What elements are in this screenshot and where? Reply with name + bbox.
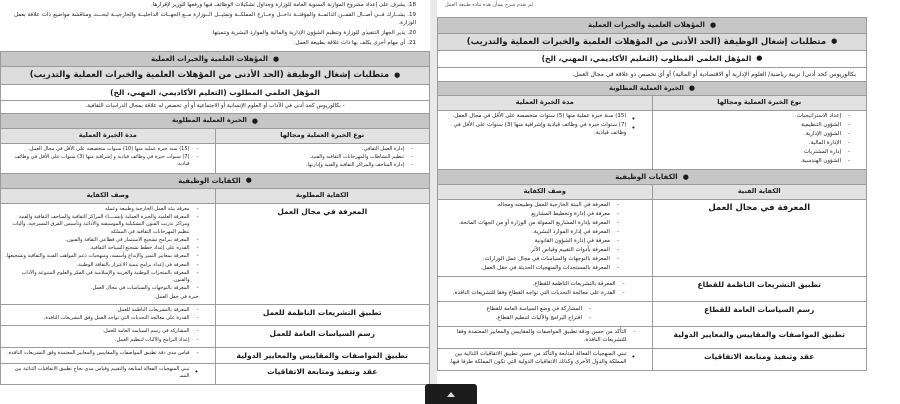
- requirements-band-row: [438, 33, 867, 51]
- experience-type-cell: [652, 111, 867, 170]
- requirements-band-label: متطلبات إشغال الوظيفة (الحد الأدنى من المؤهلات العلمية والخبرات العملية والتدريب): [466, 36, 827, 47]
- competency-label: عقد وتنفيذ ومتابعة الاتفاقيات: [652, 348, 867, 370]
- bullet-icon: ●: [245, 176, 252, 185]
- list-item: • تبني المنهجيات الفعالة لمتابعة والتأكد من حسن تطبيق الاتفاقيات الثنائية بين المملكة والدول الأخرى وكذلك الاتفاقيات الدولية التي تكون المملكة طرفا فيها.: [442, 351, 636, 367]
- competency-desc-list: [453, 281, 637, 299]
- competency-header-row: [438, 185, 867, 200]
- experience-duration-cell: [438, 111, 653, 170]
- requirements-band-label: متطلبات إشغال الوظيفة (الحد الأدنى من المؤهلات العلمية والخبرات العملية والتدريب): [29, 70, 390, 81]
- competencies-band: [1, 173, 430, 189]
- competency-desc: [1, 304, 216, 326]
- table-row: [1, 326, 430, 348]
- experience-duration-list: [442, 113, 648, 138]
- experience-band-label: الخبرة العملية المطلوبة: [172, 116, 247, 125]
- requirements-band: [438, 33, 867, 51]
- academic-text: بكالوريوس كحد أدنى( تربية رياضية/ العلوم الإدارية أو الاقتصادية أو المالية) أو أي تخصص ذو علاقة في مجال العمل.: [438, 67, 867, 81]
- requirements-band-row: [1, 67, 430, 85]
- academic-text: - بكالوريوس كحد أدنى في الآداب أو العلوم الإنسانية أو الاجتماعية أو أي تخصص له علاقة بمجال الدراسات الثقافية.: [1, 101, 430, 114]
- duty-item: 21. أي مهام أخرى يكلف بها ذات علاقة بطبيعة العمل.: [293, 39, 416, 46]
- document-page-left: [437, 0, 900, 404]
- list-item: - الشؤون الإدارية.: [657, 131, 851, 139]
- list-item: - الشؤون التنظيمية: [657, 122, 851, 130]
- list-item: - قياس مدى دقة تطبيق المواصفات والمقاييس والمعايير المعتمدة وفق التشريعات النافذة.: [5, 350, 199, 357]
- list-item: - الإدارة المالية.: [657, 140, 851, 148]
- competency-desc: [438, 200, 653, 277]
- experience-type-header: نوع الخبرة العملية ومجالها: [215, 129, 430, 144]
- list-item: - (7) سنوات خبرة في وظائف قيادية و إشرافية منها (3) سنوات على الأقل في وظائف قيادية.: [5, 154, 199, 169]
- bullet-icon: ●: [251, 116, 258, 125]
- competencies-band-row: [1, 173, 430, 189]
- list-item: - المعرفة بالمستجدات والمنهجيات الحديثة في حقل العمل.: [459, 265, 619, 273]
- academic-text-row: [438, 67, 867, 81]
- qualifications-band-row: [438, 18, 867, 34]
- bullet-icon: ●: [688, 83, 695, 92]
- competencies-band-row: [438, 169, 867, 185]
- competency-desc: [438, 301, 653, 326]
- competency-desc: [1, 364, 216, 385]
- list-item: - المشاركة في وضع السياسة العامة للقطاع: [486, 306, 591, 314]
- table-row: [438, 276, 867, 301]
- table-row: [1, 304, 430, 326]
- academic-heading-label: المؤهل العلمي المطلوب (التعليم الأكاديمي، المهني، الخ): [541, 54, 752, 64]
- bullet-icon: ●: [831, 37, 838, 46]
- list-item: - القدرة على إعداد خطط تشجيع السياحة الثقافية.: [5, 245, 199, 252]
- list-item: - تنظيم النشاطات والمهرجانات الثقافية والفنية.: [220, 154, 414, 161]
- competency-desc-list: [5, 328, 211, 344]
- duties-section: [0, 0, 430, 51]
- competency-header-row: [1, 189, 430, 204]
- competency-desc-list: [442, 329, 648, 345]
- experience-type-cell: [215, 143, 430, 173]
- list-item: - القدرة على معالجة التحديات التي تواجه القطاع وفقا للتشريعات النافذة.: [453, 290, 625, 298]
- experience-duration-header: مدة الخبرة العملية: [438, 96, 653, 111]
- competency-desc-header: وصف الكفاية: [1, 189, 216, 204]
- duty-item: 18. يشرف على إعداد مشروع الموازنة السنوية العامة للوزارة وجداول تشكيلات الوظائف فيها ورفعها للوزير لإقرارها.: [150, 2, 416, 8]
- bullet-icon: ●: [272, 54, 280, 63]
- list-item: - إدارة العمل الثقافي.: [220, 146, 414, 153]
- competency-label: المعرفة في مجال العمل: [652, 200, 867, 277]
- competency-label-header: الكفاية الفنية: [652, 185, 867, 200]
- list-item: - المعرفة بالمنجزات الوطنية والعربية والإسلامية في الفكر والعلوم المتنوعة والآداب والفنون.: [5, 270, 199, 285]
- duty-item: 20. يدير الجهاز التنفيذي للوزارة وتنظيم الشؤون الإدارية والمالية والموارد البشرية وتنميتها.: [210, 29, 416, 36]
- competency-desc-list: [5, 366, 211, 381]
- list-item: - إدارة المشتريات: [657, 149, 851, 157]
- list-item: - الشؤون الهندسية.: [657, 158, 851, 166]
- chevron-up-icon: [447, 392, 455, 397]
- qualifications-band-label: المؤهلات العلمية والخبرات العملية: [150, 54, 268, 63]
- list-item: - المعرفة بالتوجهات والسياسات في مجال عمل الوزارات.: [459, 256, 619, 264]
- table-row: [438, 326, 867, 348]
- experience-duration-header: مدة الخبرة العملية: [1, 129, 216, 144]
- competency-desc: [438, 276, 653, 301]
- table-row: [1, 203, 430, 304]
- list-item: - إعداد البرامج والآليات لتنظيم العمل.: [5, 337, 199, 344]
- left-page-table: [437, 17, 867, 371]
- experience-body-row: [438, 111, 867, 170]
- bullet-icon: ●: [682, 172, 689, 181]
- list-item: - المشاركة في رسم السياسة العامة للعمل.: [5, 328, 199, 335]
- page-scroll-chip[interactable]: [425, 384, 477, 404]
- list-item: • تبني المنهجيات الفعالة لمتابعة والتقييم وقياس مدى نجاح تطبيق الاتفاقيات الثنائية بين الممـ: [5, 366, 199, 381]
- competency-desc: [1, 203, 216, 304]
- list-item: - خبرة في حقل العمل.: [5, 294, 199, 301]
- academic-heading-row: [438, 51, 867, 67]
- list-item: - المعرفة ببرامج تشجيع الاستثمار في قطاعي الثقافة والفنون.: [5, 237, 199, 244]
- list-item: - المعرفة في إعداد برامج تنمية الاعتزاز بالثقافة الوطنية.: [5, 262, 199, 269]
- list-item: - (15) سنة خبرة عملية منها (10) سنوات متخصصة على الأقل في مجال العمل.: [5, 146, 199, 153]
- experience-duration-cell: [1, 143, 216, 173]
- bullet-icon: ●: [394, 71, 401, 80]
- competencies-band: [438, 169, 867, 185]
- competency-desc-list: [5, 206, 211, 301]
- list-item: - المعرفة بالتشريعات الناظمة للقطاع.: [453, 281, 625, 289]
- competency-label: تطبيق المواصفات والمقاييس والمعايير الدولية: [652, 326, 867, 348]
- competency-desc: [438, 326, 653, 348]
- experience-duration-list: [5, 146, 211, 169]
- list-item: - المعرفة في البيئة الخارجية للعمل وطبيعته ومجاله.: [459, 202, 619, 210]
- experience-type-list: [220, 146, 426, 170]
- academic-heading: المؤهل العلمي المطلوب (التعليم الأكاديمي، المهني، الخ): [1, 85, 430, 101]
- competency-desc-header: وصف الكفاية: [438, 185, 653, 200]
- list-item: - المعرفة العلمية والخبرة العملية بإنشــــاء المراكز الثقافية والمتاحف الثقافية والفنية ومراكز تدريب الفنون التشكيلية والموسيقية والأدائية وتأسيس الفرق المسرحية، وآليات تنظيم المهرجانات الثقافية في المملكة: [5, 214, 199, 236]
- list-item: - المعرفة بالتوجهات والسياسات في مجال العمل.: [5, 285, 199, 292]
- competency-desc-list: [5, 307, 211, 323]
- competency-label: عقد وتنفيذ ومتابعة الاتفاقيات: [215, 364, 430, 385]
- experience-body-row: [1, 143, 430, 173]
- list-item: - معرفة بيئة العمل الخارجية وطبيعة وعمله: [5, 206, 199, 213]
- list-item: - إدارة المتاحف والمراكز الثقافية والفنية وإدارتها.: [220, 162, 414, 169]
- competency-desc: [1, 326, 216, 348]
- right-page-table: [0, 51, 430, 385]
- list-item: - المعرفة بمعايير التميز والإبداع وأسسه، ومنهجيات دعم المواهب الفنية والثقافية وتشجيعها.: [5, 253, 199, 260]
- competency-label: تطبيق التشريعات الناظمة للعمل: [215, 304, 430, 326]
- list-item: • (15) سنة خبرة عملية منها (5) سنوات متخصصة على الأقل في مجال العمل.: [442, 113, 636, 121]
- competency-desc: [438, 348, 653, 370]
- experience-type-header: نوع الخبرة العملية ومجالها: [652, 96, 867, 111]
- list-item: • (7) سنوات خبرة في وظائف قيادية وإشرافية منها (3) سنوات على الأقل في وظائف قيادية.: [442, 122, 636, 138]
- competency-label: تطبيق المواصفات والمقاييس والمعايير الدولية: [215, 347, 430, 363]
- list-item: - المعرفة بأدوات التقييم وقياس الأثر.: [459, 247, 619, 255]
- table-row: [438, 301, 867, 326]
- experience-header-row: [438, 96, 867, 111]
- competency-desc: [1, 347, 216, 363]
- document-page-right: [0, 0, 430, 404]
- bullet-icon: ●: [756, 54, 763, 63]
- academic-heading: [438, 51, 867, 67]
- table-row: [1, 364, 430, 385]
- list-item: - إعداد الاستراتيجيات.: [657, 113, 851, 121]
- table-row: [1, 347, 430, 363]
- academic-heading-row: [1, 85, 430, 101]
- competencies-band-label: الكفايات الوظيفية: [178, 176, 241, 185]
- list-item: - المعرفة في إدارة الموارد البشرية.: [459, 229, 619, 237]
- bullet-icon: ●: [709, 20, 717, 29]
- list-item: - التأكد من حسن ودقة تطبيق المواصفات والمقاييس والمعايير المعتمدة وفقا للتشريعات النافذة.: [442, 329, 636, 345]
- table-row: [438, 348, 867, 370]
- page-gutter: [430, 0, 437, 404]
- duty-item: 19. يشــارك فــي أصــال القمــن الدائمــة والمؤقتــة داخــل وخــارج المملكــة وتمثيــل الــوزارة مــع الجهــات الداخليــة والخارجيــة لبحــث ومناقشة مواضيع ذات علاقة بعمل الوزارة.: [14, 11, 416, 26]
- requirements-band: [1, 67, 430, 85]
- experience-header-row: [1, 129, 430, 144]
- list-item: - اقتراح البرامج والآليات لتنظيم القطاع.: [486, 315, 591, 323]
- list-item: - القدرة على معالجة التحديات التي تواجه العمل وفق التشريعات النافذة.: [5, 315, 199, 322]
- competency-label: المعرفة في مجال العمل: [215, 203, 430, 304]
- left-page-top-stub: لم يقدم شرح بشأن هذه مادة طبيعة العمل: [445, 2, 533, 8]
- competency-desc-list: [459, 202, 631, 274]
- experience-band: [438, 81, 867, 96]
- list-item: - معرفة في إدارة وتخطيط المشاريع: [459, 211, 619, 219]
- qualifications-band: [438, 18, 867, 34]
- experience-band-row: [1, 114, 430, 129]
- competency-label: تطبيق التشريعات الناظمة للقطاع: [652, 276, 867, 301]
- experience-band: [1, 114, 430, 129]
- experience-band-row: [438, 81, 867, 96]
- competency-desc-list: [442, 351, 648, 367]
- list-item: - معرفة في إدارة الشؤون القانونية: [459, 238, 619, 246]
- list-item: - المعرفة بإدارة المشاريع الممولة من الوزارة أو من الجهات المانحة.: [459, 220, 619, 228]
- competency-label: رسم السياسات العامة للقطاع: [652, 301, 867, 326]
- competency-label: رسم السياسات العامة للعمل: [215, 326, 430, 348]
- competency-desc-list: [5, 350, 211, 357]
- academic-text-row: [1, 101, 430, 114]
- competency-label-header: الكفاية المطلوبة: [215, 189, 430, 204]
- experience-type-list: [657, 113, 863, 166]
- qualifications-band-row: [1, 51, 430, 67]
- competency-desc-list: [486, 306, 603, 324]
- qualifications-band: [1, 51, 430, 67]
- list-item: - المعرفة بالتشريعات الناظمة للعمل.: [5, 307, 199, 314]
- qualifications-band-label: المؤهلات العلمية والخبرات العملية: [587, 21, 705, 29]
- competencies-band-label: الكفايات الوظيفية: [615, 172, 678, 181]
- experience-band-label: الخبرة العملية المطلوبة: [609, 83, 684, 92]
- table-row: [438, 200, 867, 277]
